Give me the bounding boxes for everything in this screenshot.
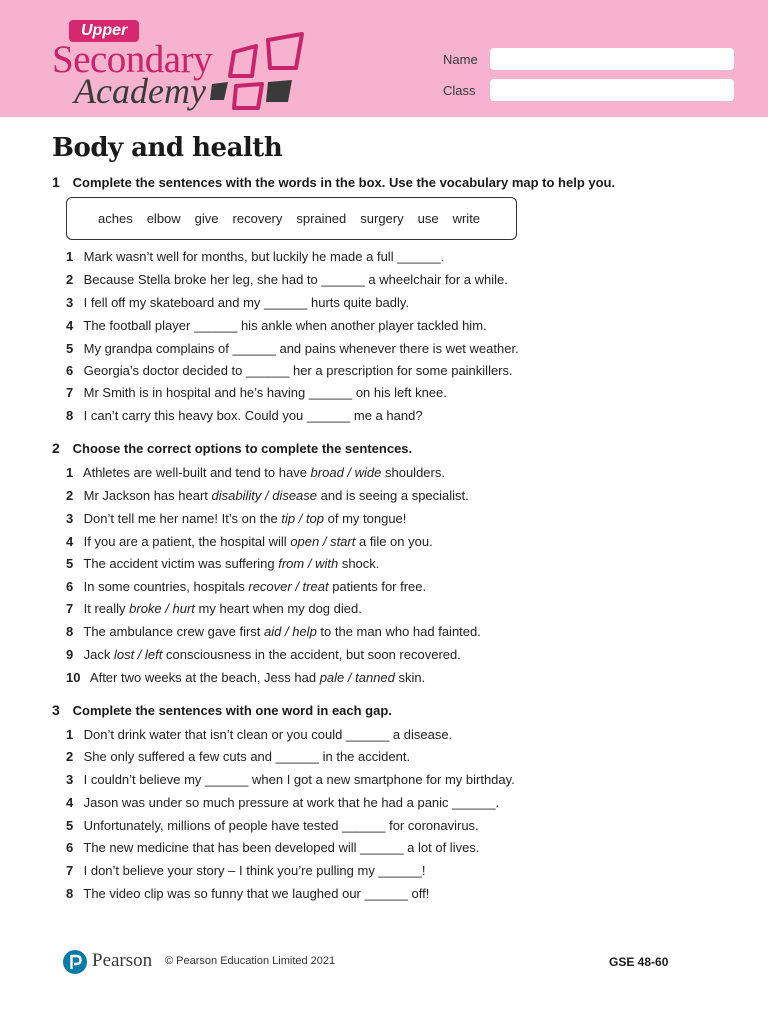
- item-number: 6: [66, 579, 74, 594]
- item-options: lost / left: [113, 647, 163, 662]
- exercise-instruction: Complete the sentences with one word in each gap.: [72, 703, 392, 718]
- item-text: Mark wasn’t well for months, but luckily he made a full ______.: [83, 249, 445, 264]
- item-number: 6: [66, 840, 74, 855]
- item-text: I fell off my skateboard and my ______ hurts quite badly.: [83, 295, 410, 310]
- item-options: disability / disease: [211, 488, 318, 503]
- item-text: shoulders.: [381, 465, 445, 480]
- ex3-item: [66, 886, 429, 901]
- word-box-item: sprained: [296, 211, 347, 226]
- item-text: a file on you.: [355, 534, 433, 549]
- ex2-item: [66, 624, 481, 639]
- ex1-item: [66, 295, 409, 310]
- item-text: She only suffered a few cuts and ______ in the accident.: [83, 749, 411, 764]
- ex2-item: [66, 556, 379, 571]
- item-text: I don’t believe your story – I think you’re pulling my ______!: [83, 863, 426, 878]
- ex2-item: [66, 670, 425, 685]
- upper-secondary-academy-logo: [52, 18, 312, 110]
- item-text: Don’t drink water that isn’t clean or you could ______ a disease.: [83, 727, 453, 742]
- item-text: The ambulance crew gave first: [83, 624, 265, 639]
- ex3-item: [66, 818, 479, 833]
- word-box-item: write: [452, 211, 481, 226]
- ex3-item: [66, 772, 515, 787]
- item-text: In some countries, hospitals: [83, 579, 249, 594]
- item-number: 5: [66, 341, 74, 356]
- copyright-text: © Pearson Education Limited 2021: [165, 955, 336, 967]
- item-text: patients for free.: [328, 579, 427, 594]
- item-text: The football player ______ his ankle when another player tackled him.: [83, 318, 487, 333]
- logo-shapes-icon: [210, 28, 306, 112]
- item-text: Mr Jackson has heart: [83, 488, 212, 503]
- word-box-item: use: [417, 211, 439, 226]
- exercise-number: 2: [52, 440, 60, 456]
- exercise-instruction: Choose the correct options to complete the sentences.: [72, 441, 413, 456]
- item-text: skin.: [394, 670, 426, 685]
- item-number: 7: [66, 863, 74, 878]
- item-number: 7: [66, 385, 74, 400]
- name-label: Name: [443, 52, 478, 67]
- ex2-item: [66, 534, 433, 549]
- item-text: I couldn’t believe my ______ when I got a new smartphone for my birthday.: [83, 772, 515, 787]
- word-box-item: recovery: [232, 211, 283, 226]
- word-box: [66, 197, 517, 240]
- ex3-item: [66, 727, 452, 742]
- item-number: 2: [66, 272, 74, 287]
- item-number: 4: [66, 318, 74, 333]
- ex1-item: [66, 272, 508, 287]
- exercise-number: 1: [52, 174, 60, 190]
- item-text: and is seeing a specialist.: [317, 488, 469, 503]
- item-text: Jason was under so much pressure at work that he had a panic ______.: [83, 795, 500, 810]
- item-text: The accident victim was suffering: [83, 556, 279, 571]
- word-box-item: elbow: [146, 211, 181, 226]
- item-options: broke / hurt: [129, 601, 195, 616]
- item-text: Athletes are well-built and tend to have: [82, 465, 311, 480]
- item-text: Don’t tell me her name! It’s on the: [83, 511, 282, 526]
- item-number: 5: [66, 818, 74, 833]
- item-text: I can’t carry this heavy box. Could you ______ me a hand?: [83, 408, 423, 423]
- item-number: 8: [66, 624, 74, 639]
- logo-upper-label: Upper: [69, 20, 139, 42]
- item-options: open / start: [290, 534, 356, 549]
- item-number: 4: [66, 534, 74, 549]
- item-text: After two weeks at the beach, Jess had: [89, 670, 320, 685]
- item-options: aid / help: [264, 624, 317, 639]
- item-number: 8: [66, 886, 74, 901]
- item-text: My grandpa complains of ______ and pains whenever there is wet weather.: [83, 341, 519, 356]
- item-number: 1: [66, 727, 74, 742]
- item-text: Georgia’s doctor decided to ______ her a prescription for some painkillers.: [83, 363, 513, 378]
- ex1-item: [66, 249, 444, 264]
- exercise-2-heading: [52, 440, 412, 456]
- ex3-item: [66, 840, 479, 855]
- ex3-item: [66, 863, 425, 878]
- word-box-item: surgery: [360, 211, 404, 226]
- name-field[interactable]: [490, 48, 734, 70]
- exercise-1-heading: [52, 174, 615, 190]
- pearson-wordmark: Pearson: [92, 950, 153, 971]
- ex3-item: [66, 795, 499, 810]
- item-number: 3: [66, 295, 74, 310]
- item-number: 1: [66, 249, 74, 264]
- item-text: If you are a patient, the hospital will: [83, 534, 291, 549]
- item-options: broad / wide: [310, 465, 382, 480]
- word-box-item: aches: [98, 211, 133, 226]
- item-number: 3: [66, 511, 74, 526]
- ex1-item: [66, 318, 487, 333]
- item-text: Jack: [83, 647, 114, 662]
- exercise-3-heading: [52, 702, 392, 718]
- ex3-item: [66, 749, 410, 764]
- class-label: Class: [443, 83, 476, 98]
- ex2-item: [66, 579, 426, 594]
- item-text: shock.: [338, 556, 380, 571]
- item-number: 10: [66, 670, 81, 685]
- item-options: recover / treat: [248, 579, 329, 594]
- item-text: consciousness in the accident, but soon recovered.: [162, 647, 461, 662]
- item-number: 2: [66, 488, 74, 503]
- item-number: 6: [66, 363, 74, 378]
- item-number: 8: [66, 408, 74, 423]
- item-number: 2: [66, 749, 74, 764]
- ex2-item: [66, 488, 469, 503]
- item-options: pale / tanned: [319, 670, 395, 685]
- ex1-item: [66, 363, 513, 378]
- ex2-item: [66, 647, 461, 662]
- ex1-item: [66, 341, 519, 356]
- item-number: 7: [66, 601, 74, 616]
- item-text: Because Stella broke her leg, she had to ______ a wheelchair for a while.: [83, 272, 508, 287]
- page-title: Body and health: [52, 133, 283, 163]
- item-text: Unfortunately, millions of people have tested ______ for coronavirus.: [83, 818, 479, 833]
- pearson-logo: [63, 948, 163, 976]
- ex1-item: [66, 408, 423, 423]
- item-text: It really: [83, 601, 130, 616]
- exercise-instruction: Complete the sentences with the words in the box. Use the vocabulary map to help you.: [72, 175, 616, 190]
- exercise-number: 3: [52, 702, 60, 718]
- item-text: Mr Smith is in hospital and he’s having ______ on his left knee.: [83, 385, 447, 400]
- logo-academy-text: Academy: [74, 71, 206, 111]
- item-number: 3: [66, 772, 74, 787]
- gse-range: GSE 48-60: [609, 955, 669, 969]
- header-band: [0, 0, 768, 117]
- item-number: 9: [66, 647, 74, 662]
- item-options: from / with: [278, 556, 339, 571]
- item-number: 4: [66, 795, 74, 810]
- item-text: to the man who had fainted.: [316, 624, 481, 639]
- class-field[interactable]: [490, 79, 734, 101]
- item-text: my heart when my dog died.: [194, 601, 362, 616]
- item-text: The new medicine that has been developed will ______ a lot of lives.: [83, 840, 480, 855]
- word-box-item: give: [194, 211, 219, 226]
- ex2-item: [66, 511, 406, 526]
- item-text: The video clip was so funny that we laughed our ______ off!: [83, 886, 430, 901]
- item-number: 5: [66, 556, 74, 571]
- item-text: of my tongue!: [324, 511, 407, 526]
- ex2-item: [66, 601, 362, 616]
- logo-secondary-text: Secondary: [52, 38, 213, 81]
- ex1-item: [66, 385, 447, 400]
- item-number: 1: [66, 465, 74, 480]
- ex2-item: [66, 465, 445, 480]
- item-options: tip / top: [281, 511, 325, 526]
